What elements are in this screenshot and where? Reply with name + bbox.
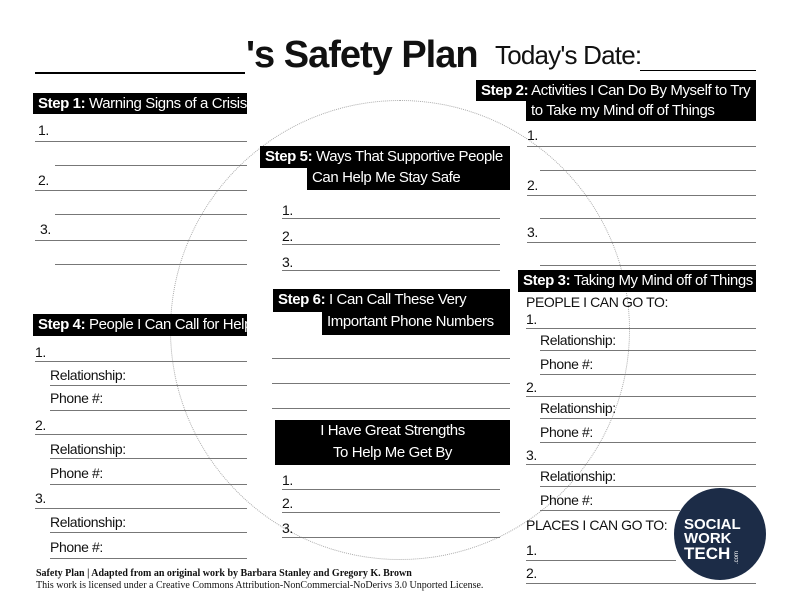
answer-line[interactable] [540,510,680,511]
answer-line[interactable] [272,408,510,409]
answer-line[interactable] [282,537,500,538]
answer-line[interactable] [282,512,500,513]
phone-label: Phone #: [540,356,593,372]
item-number: 1. [526,542,537,558]
answer-line[interactable] [282,489,500,490]
item-number: 2. [282,228,293,244]
answer-line[interactable] [526,560,676,561]
answer-line[interactable] [55,165,247,166]
attribution-text: Safety Plan | Adapted from an original work by Barbara Stanley and Gregory K. Brown [36,568,412,579]
step5-header-line2 [307,167,510,190]
answer-line[interactable] [272,358,510,359]
item-number: 3. [35,490,46,506]
answer-line[interactable] [50,385,247,386]
step-number: Step 4: [38,316,86,333]
item-number: 2. [35,417,46,433]
date-line[interactable] [640,70,756,71]
item-number: 1. [527,127,538,143]
relationship-label: Relationship: [50,367,126,383]
phone-label: Phone #: [50,465,103,481]
step6-header-line2 [322,311,510,335]
item-number: 1. [282,472,293,488]
step-number: Step 2: [481,82,529,99]
relationship-label: Relationship: [540,468,616,484]
item-number: 3. [282,520,293,536]
answer-line[interactable] [282,244,500,245]
answer-line[interactable] [526,464,756,465]
answer-line[interactable] [35,508,247,509]
date-label: Today's Date: [495,40,642,70]
strengths-title: I Have Great Strengths [320,422,465,439]
strengths-title: To Help Me Get By [332,444,453,461]
logo-text: SOCIAL [684,516,741,533]
answer-line[interactable] [540,218,756,219]
people-label: PEOPLE I CAN GO TO: [526,294,669,310]
step-title: Can Help Me Stay Safe [312,169,461,186]
phone-label: Phone #: [540,424,593,440]
relationship-label: Relationship: [540,332,616,348]
page-title: 's Safety Plan [246,34,478,76]
item-number: 1. [35,344,46,360]
answer-line[interactable] [272,383,510,384]
step-title: to Take my Mind off of Things [531,102,715,119]
item-number: 3. [282,254,293,270]
step6-header [273,289,510,312]
answer-line[interactable] [50,410,247,411]
step-title: Taking My Mind off of Things [573,272,753,289]
relationship-label: Relationship: [50,514,126,530]
item-number: 1. [282,202,293,218]
relationship-label: Relationship: [540,400,616,416]
item-number: 1. [526,311,537,327]
answer-line[interactable] [540,486,756,487]
answer-line[interactable] [540,350,756,351]
relationship-label: Relationship: [50,441,126,457]
step3-header [518,270,756,292]
answer-line[interactable] [50,484,247,485]
answer-line[interactable] [282,270,500,271]
logo-text: .com [734,550,740,564]
answer-line[interactable] [540,374,756,375]
answer-line[interactable] [527,242,756,243]
phone-label: Phone #: [50,390,103,406]
answer-line[interactable] [526,328,756,329]
answer-line[interactable] [540,442,756,443]
item-number: 3. [526,447,537,463]
step-title: Ways That Supportive People [316,148,503,165]
answer-line[interactable] [526,396,756,397]
answer-line[interactable] [540,170,756,171]
step-number: Step 3: [523,272,571,289]
answer-line[interactable] [527,146,756,147]
answer-line[interactable] [526,583,756,584]
answer-line[interactable] [35,190,247,191]
answer-line[interactable] [55,264,247,265]
answer-line[interactable] [55,214,247,215]
item-number: 3. [527,224,538,240]
item-number: 2. [282,495,293,511]
answer-line[interactable] [527,195,756,196]
item-number: 2. [526,565,537,581]
places-label: PLACES I CAN GO TO: [526,517,668,533]
step-title: Activities I Can Do By Myself to Try [531,82,751,99]
step5-header [260,146,510,168]
answer-line[interactable] [35,361,247,362]
item-number: 2. [38,172,49,188]
item-number: 1. [38,122,49,138]
answer-line[interactable] [50,558,247,559]
answer-line[interactable] [35,141,247,142]
step2-header [476,80,756,101]
step-number: Step 6: [278,291,326,308]
phone-label: Phone #: [50,539,103,555]
answer-line[interactable] [35,240,247,241]
answer-line[interactable] [282,218,500,219]
step2-header-line2 [526,100,756,121]
item-number: 2. [527,177,538,193]
step4-header [33,314,253,336]
phone-label: Phone #: [540,492,593,508]
social-work-tech-logo [674,488,766,580]
answer-line[interactable] [540,418,756,419]
step-title: Important Phone Numbers [327,313,494,330]
step-title: People I Can Call for Help [89,316,253,333]
answer-line[interactable] [540,265,756,266]
name-line[interactable] [35,72,245,74]
step-number: Step 1: [38,95,86,112]
license-text: This work is licensed under a Creative Commons Attribution-NonCommercial-NoDerivs 3.0 Unported License. [36,580,484,591]
step-number: Step 5: [265,148,313,165]
step1-header [33,93,247,114]
logo-text: TECH [684,544,731,563]
item-number: 3. [40,221,51,237]
answer-line[interactable] [50,532,247,533]
step-title: I Can Call These Very [329,291,467,308]
strengths-header [275,420,510,465]
step-title: Warning Signs of a Crisis [89,95,247,112]
logo-text: WORK [684,530,732,547]
item-number: 2. [526,379,537,395]
answer-line[interactable] [35,434,247,435]
answer-line[interactable] [50,458,247,459]
